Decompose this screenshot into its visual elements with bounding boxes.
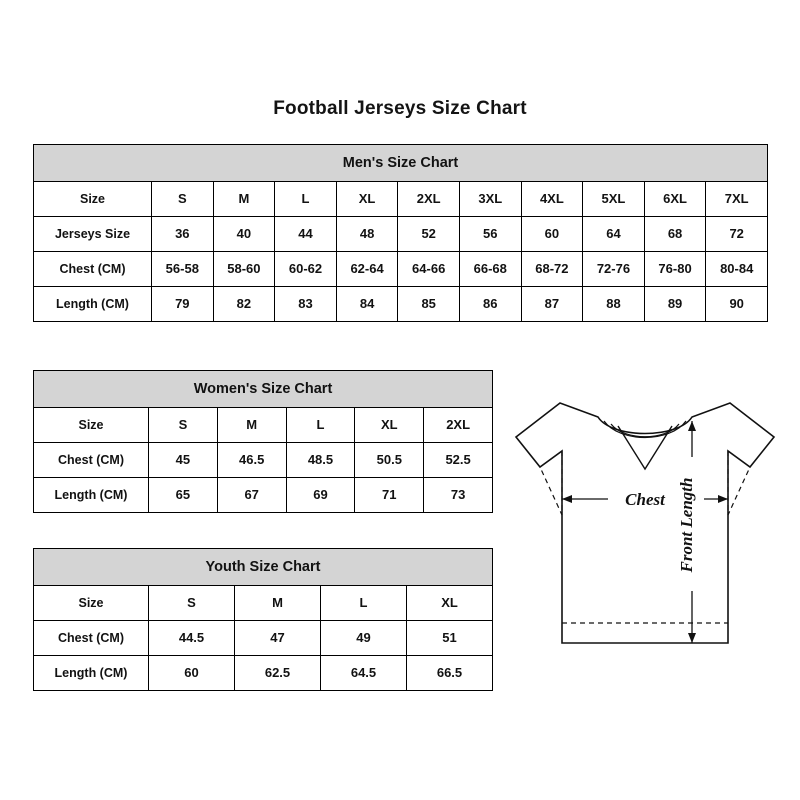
column-header: 2XL (398, 182, 460, 217)
column-header: M (235, 586, 321, 621)
table-cell: 44 (275, 217, 337, 252)
column-header: M (217, 408, 286, 443)
row-label: Length (CM) (34, 656, 149, 691)
table-cell: 69 (286, 478, 355, 513)
table-header-row (34, 586, 493, 621)
jersey-outline (516, 403, 774, 643)
chest-label: Chest (625, 490, 665, 509)
table-cell: 64 (583, 217, 645, 252)
column-header: 6XL (644, 182, 706, 217)
table-header-row (34, 408, 493, 443)
womens-size-chart-table (33, 370, 493, 513)
table-row (34, 252, 768, 287)
column-header: M (213, 182, 275, 217)
table-cell: 88 (583, 287, 645, 322)
table-cell: 68 (644, 217, 706, 252)
table-caption-row (34, 549, 493, 586)
table-cell: 40 (213, 217, 275, 252)
table-row (34, 443, 493, 478)
womens-table-caption: Women's Size Chart (34, 371, 493, 408)
column-header: XL (355, 408, 424, 443)
table-row (34, 287, 768, 322)
row-label: Chest (CM) (34, 443, 149, 478)
table-row (34, 478, 493, 513)
page-title: Football Jerseys Size Chart (273, 98, 527, 119)
table-cell: 60 (149, 656, 235, 691)
table-cell: 62.5 (235, 656, 321, 691)
column-header: 2XL (424, 408, 493, 443)
table-cell: 72-76 (583, 252, 645, 287)
chest-arrow-right (718, 495, 728, 503)
table-header-row (34, 182, 768, 217)
column-header: S (149, 586, 235, 621)
table-row (34, 656, 493, 691)
row-label: Chest (CM) (34, 621, 149, 656)
table-cell: 68-72 (521, 252, 583, 287)
table-cell: 76-80 (644, 252, 706, 287)
table-cell: 50.5 (355, 443, 424, 478)
row-label: Length (CM) (34, 287, 152, 322)
table-cell: 67 (217, 478, 286, 513)
table-row (34, 621, 493, 656)
table-cell: 48 (336, 217, 398, 252)
column-header: Size (34, 182, 152, 217)
table-cell: 71 (355, 478, 424, 513)
column-header: Size (34, 586, 149, 621)
table-cell: 60 (521, 217, 583, 252)
table-cell: 58-60 (213, 252, 275, 287)
mens-size-chart-table (33, 144, 768, 322)
table-cell: 60-62 (275, 252, 337, 287)
table-caption-row (34, 145, 768, 182)
column-header: 3XL (459, 182, 521, 217)
table-cell: 64.5 (321, 656, 407, 691)
column-header: S (152, 182, 214, 217)
column-header: L (286, 408, 355, 443)
table-cell: 49 (321, 621, 407, 656)
table-cell: 90 (706, 287, 768, 322)
column-header: S (149, 408, 218, 443)
table-caption-row (34, 371, 493, 408)
table-cell: 62-64 (336, 252, 398, 287)
table-cell: 66-68 (459, 252, 521, 287)
left-sleeve-seam (540, 451, 562, 515)
front-length-arrow-bottom (688, 633, 696, 643)
column-header: Size (34, 408, 149, 443)
table-cell: 73 (424, 478, 493, 513)
jersey-measurement-diagram (500, 395, 790, 695)
chest-arrow-left (562, 495, 572, 503)
table-cell: 85 (398, 287, 460, 322)
youth-table-caption: Youth Size Chart (34, 549, 493, 586)
row-label: Jerseys Size (34, 217, 152, 252)
table-row (34, 217, 768, 252)
table-cell: 80-84 (706, 252, 768, 287)
table-cell: 86 (459, 287, 521, 322)
table-cell: 46.5 (217, 443, 286, 478)
column-header: L (321, 586, 407, 621)
column-header: XL (336, 182, 398, 217)
table-cell: 56 (459, 217, 521, 252)
table-cell: 36 (152, 217, 214, 252)
table-cell: 64-66 (398, 252, 460, 287)
table-cell: 56-58 (152, 252, 214, 287)
table-cell: 87 (521, 287, 583, 322)
table-cell: 72 (706, 217, 768, 252)
column-header: 5XL (583, 182, 645, 217)
table-cell: 89 (644, 287, 706, 322)
front-length-arrow-top (688, 421, 696, 431)
table-cell: 65 (149, 478, 218, 513)
table-cell: 83 (275, 287, 337, 322)
table-cell: 47 (235, 621, 321, 656)
table-cell: 51 (407, 621, 493, 656)
right-sleeve-seam (728, 451, 750, 515)
table-cell: 48.5 (286, 443, 355, 478)
table-cell: 79 (152, 287, 214, 322)
row-label: Chest (CM) (34, 252, 152, 287)
table-cell: 52.5 (424, 443, 493, 478)
table-cell: 44.5 (149, 621, 235, 656)
table-cell: 82 (213, 287, 275, 322)
column-header: 7XL (706, 182, 768, 217)
table-cell: 52 (398, 217, 460, 252)
column-header: 4XL (521, 182, 583, 217)
table-cell: 45 (149, 443, 218, 478)
youth-size-chart-table (33, 548, 493, 691)
column-header: XL (407, 586, 493, 621)
table-cell: 84 (336, 287, 398, 322)
mens-table-caption: Men's Size Chart (34, 145, 768, 182)
column-header: L (275, 182, 337, 217)
table-cell: 66.5 (407, 656, 493, 691)
row-label: Length (CM) (34, 478, 149, 513)
front-length-label: Front Length (677, 477, 696, 573)
